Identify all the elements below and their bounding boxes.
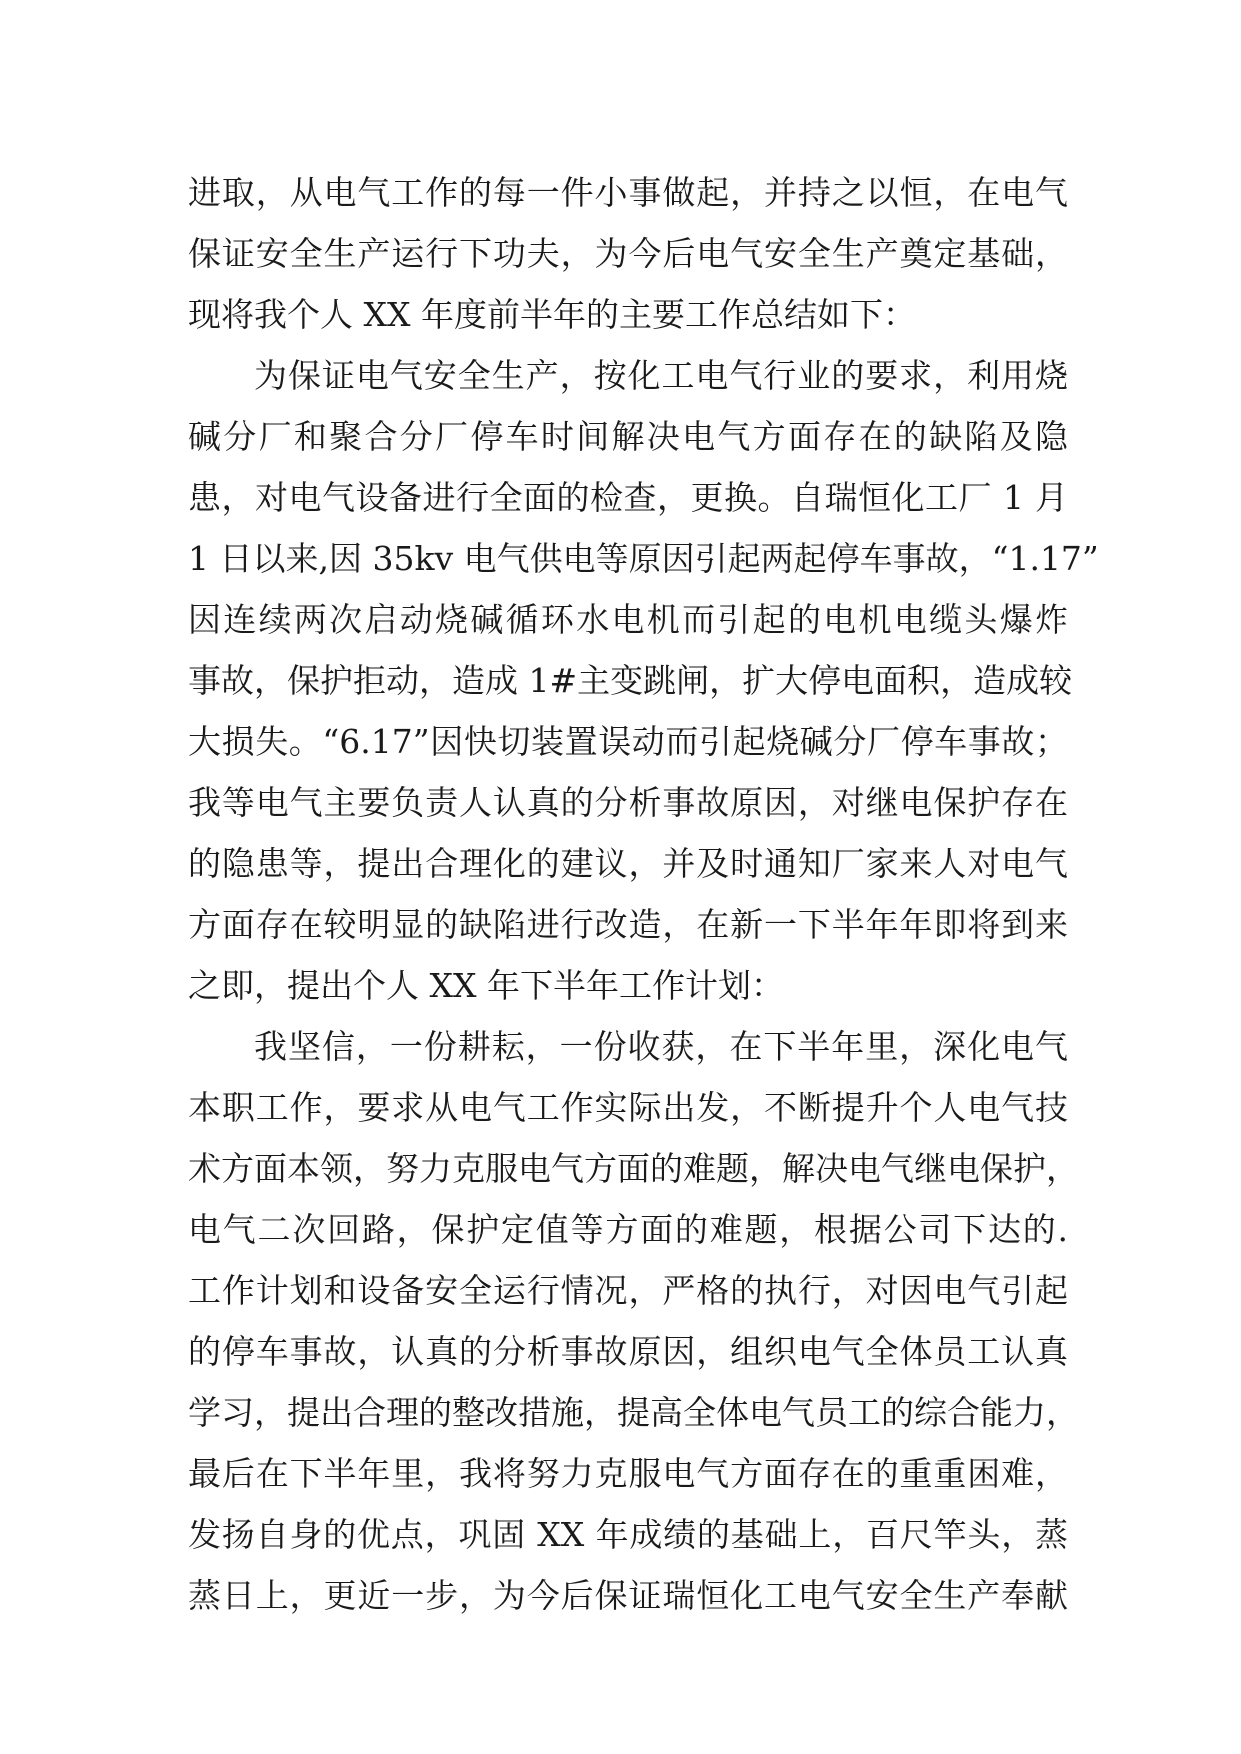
text-line: 碱分厂和聚合分厂停车时间解决电气方面存在的缺陷及隐 <box>188 417 1068 456</box>
text-line: 事故，保护拒动，造成 1#主变跳闸，扩大停电面积，造成较 <box>188 661 1073 700</box>
text-line: 发扬自身的优点，巩固 XX 年成绩的基础上，百尺竿头，蒸 <box>188 1515 1068 1554</box>
text-line: 的停车事故，认真的分析事故原因，组织电气全体员工认真 <box>188 1332 1068 1371</box>
paragraph-start-line: 为保证电气安全生产，按化工电气行业的要求，利用烧 <box>254 356 1068 395</box>
text-line: 现将我个人 XX 年度前半年的主要工作总结如下： <box>188 295 916 334</box>
document-body <box>188 162 1099 1626</box>
text-line: 之即，提出个人 XX 年下半年工作计划： <box>188 966 784 1005</box>
text-line: 我等电气主要负责人认真的分析事故原因，对继电保护存在 <box>188 783 1068 822</box>
text-line: 患，对电气设备进行全面的检查，更换。自瑞恒化工厂 1 月 <box>188 478 1068 517</box>
text-line: 最后在下半年里，我将努力克服电气方面存在的重重困难， <box>188 1454 1068 1493</box>
paragraph-start-line: 我坚信，一份耕耘，一份收获，在下半年里，深化电气 <box>254 1027 1068 1066</box>
text-line: 蒸日上，更近一步，为今后保证瑞恒化工电气安全生产奉献 <box>188 1576 1068 1615</box>
text-line: 1 日以来,因 35kv 电气供电等原因引起两起停车事故，“1.17” <box>188 539 1099 578</box>
text-line: 电气二次回路，保护定值等方面的难题，根据公司下达的. <box>188 1210 1068 1249</box>
text-line: 因连续两次启动烧碱循环水电机而引起的电机电缆头爆炸 <box>188 600 1068 639</box>
text-line: 大损失。“6.17”因快切装置误动而引起烧碱分厂停车事故； <box>188 722 1068 761</box>
text-line: 进取，从电气工作的每一件小事做起，并持之以恒，在电气 <box>188 173 1068 212</box>
text-line: 保证安全生产运行下功夫，为今后电气安全生产奠定基础， <box>188 234 1068 273</box>
text-line: 工作计划和设备安全运行情况，严格的执行，对因电气引起 <box>188 1271 1068 1310</box>
text-line: 术方面本领，努力克服电气方面的难题，解决电气继电保护， <box>188 1149 1079 1188</box>
text-line: 的隐患等，提出合理化的建议，并及时通知厂家来人对电气 <box>188 844 1068 883</box>
text-line: 方面存在较明显的缺陷进行改造，在新一下半年年即将到来 <box>188 905 1068 944</box>
text-line: 学习，提出合理的整改措施，提高全体电气员工的综合能力， <box>188 1393 1079 1432</box>
text-line: 本职工作，要求从电气工作实际出发，不断提升个人电气技 <box>188 1088 1068 1127</box>
